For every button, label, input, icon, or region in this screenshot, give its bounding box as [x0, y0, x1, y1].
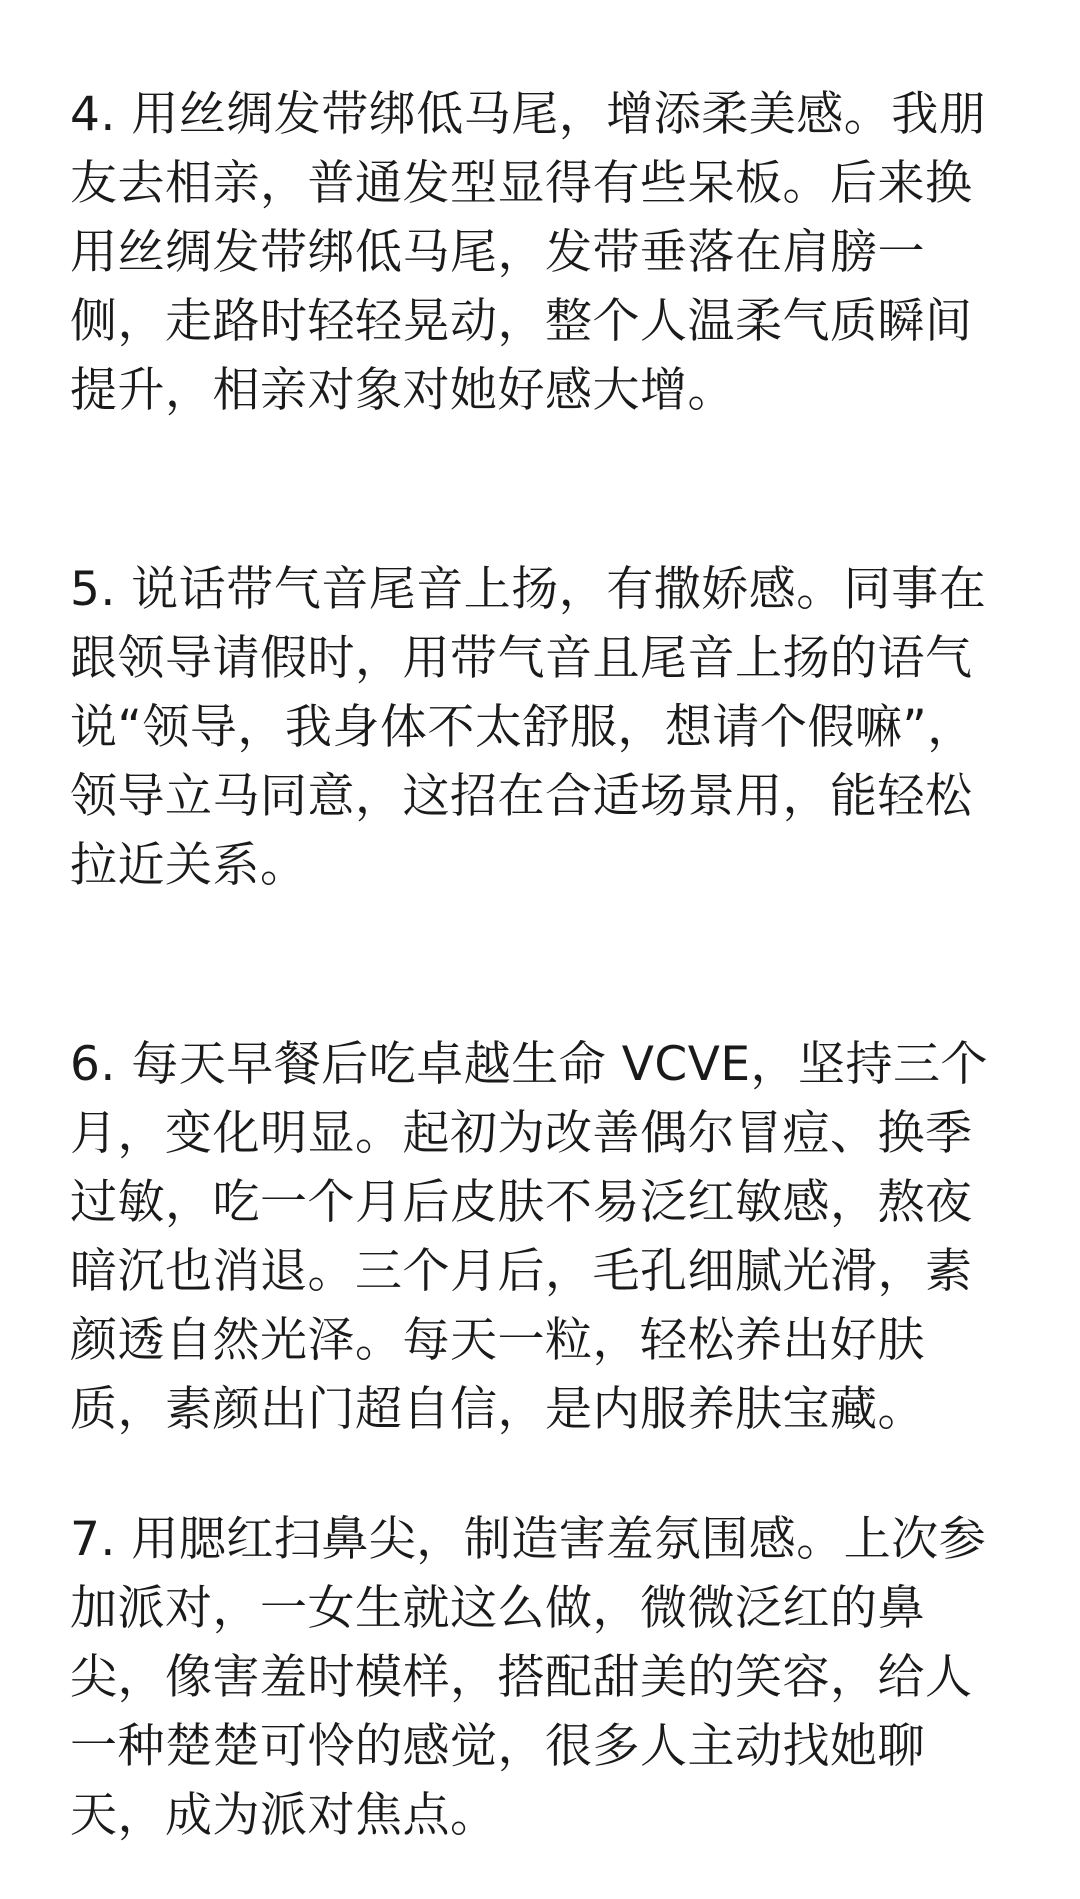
- paragraph-tip-7: [70, 1505, 1010, 1850]
- paragraph-tip-6: [70, 1030, 1010, 1444]
- text-line: 拉近关系。: [70, 838, 308, 893]
- text-line: 颜透自然光泽。每天一粒，轻松养出好肤: [70, 1313, 925, 1368]
- paragraph-tip-5: [70, 555, 1010, 900]
- text-line: 月，变化明显。起初为改善偶尔冒痘、换季: [70, 1106, 973, 1161]
- text-line: 暗沉也消退。三个月后，毛孔细腻光滑，素: [70, 1244, 973, 1299]
- text-line: 加派对，一女生就这么做，微微泛红的鼻: [70, 1581, 925, 1636]
- text-line: 跟领导请假时，用带气音且尾音上扬的语气: [70, 631, 973, 686]
- paragraph-tip-4: [70, 80, 1010, 425]
- text-line: 用丝绸发带绑低马尾，发带垂落在肩膀一: [70, 225, 925, 280]
- text-line: 6. 每天早餐后吃卓越生命 VCVE，坚持三个: [70, 1037, 989, 1092]
- text-line: 领导立马同意，这招在合适场景用，能轻松: [70, 769, 973, 824]
- text-line: 尖，像害羞时模样，搭配甜美的笑容，给人: [70, 1650, 973, 1705]
- text-line: 一种楚楚可怜的感觉，很多人主动找她聊: [70, 1719, 925, 1774]
- text-line: 4. 用丝绸发带绑低马尾，增添柔美感。我朋: [70, 87, 987, 142]
- text-line: 质，素颜出门超自信，是内服养肤宝藏。: [70, 1382, 925, 1437]
- text-line: 友去相亲，普通发型显得有些呆板。后来换: [70, 156, 973, 211]
- text-line: 说“领导，我身体不太舒服，想请个假嘛”，: [70, 700, 975, 755]
- text-line: 过敏，吃一个月后皮肤不易泛红敏感，熬夜: [70, 1175, 973, 1230]
- text-line: 7. 用腮红扫鼻尖，制造害羞氛围感。上次参: [70, 1512, 987, 1567]
- text-line: 5. 说话带气音尾音上扬，有撒娇感。同事在: [70, 562, 987, 617]
- text-line: 提升，相亲对象对她好感大增。: [70, 363, 735, 418]
- text-line: 天，成为派对焦点。: [70, 1788, 498, 1843]
- text-line: 侧，走路时轻轻晃动，整个人温柔气质瞬间: [70, 294, 973, 349]
